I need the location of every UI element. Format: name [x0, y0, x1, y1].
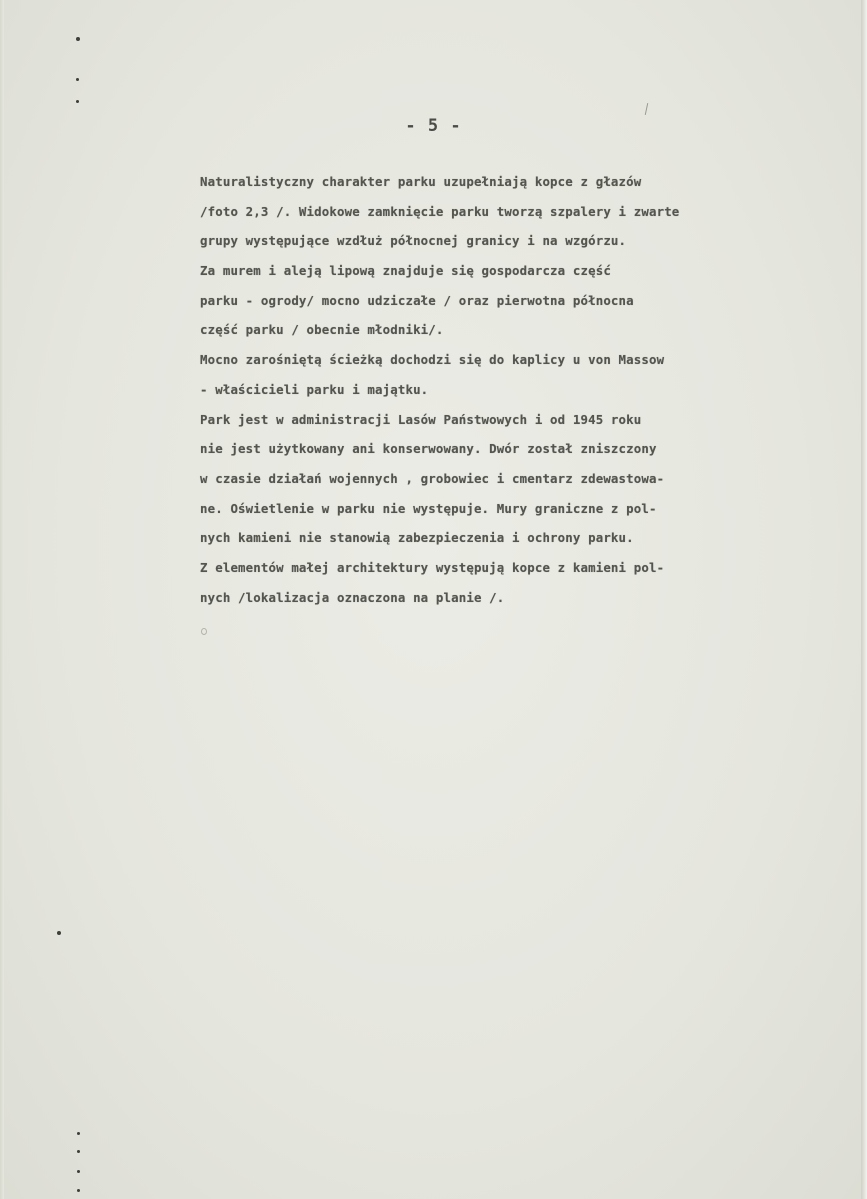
- page-right-edge: [861, 0, 867, 1199]
- margin-dot: [76, 78, 79, 81]
- text-line: - właścicieli parku i majątku.: [200, 381, 429, 397]
- margin-dot: [76, 100, 79, 103]
- page-left-edge: [0, 0, 4, 1199]
- text-line: parku - ogrody/ mocno udziczałe / oraz pierwotna północna: [200, 292, 634, 308]
- margin-dot: [57, 931, 61, 935]
- text-line: /foto 2,3 /. Widokowe zamknięcie parku tworzą szpalery i zwarte: [200, 203, 680, 219]
- text-line: Park jest w administracji Lasów Państwowych i od 1945 roku: [200, 411, 642, 427]
- margin-dot: [77, 1150, 80, 1153]
- text-line: nych /lokalizacja oznaczona na planie /.: [200, 589, 505, 605]
- margin-dot: [77, 1189, 80, 1192]
- text-line: Mocno zarośniętą ścieżką dochodzi się do kaplicy u von Massow: [200, 352, 665, 368]
- text-line: grupy występujące wzdłuż północnej granicy i na wzgórzu.: [200, 233, 627, 249]
- margin-dot: [77, 1132, 80, 1135]
- text-line: w czasie działań wojennych , grobowiec i cmentarz zdewastowa-: [200, 470, 665, 486]
- text-line: nych kamieni nie stanowią zabezpieczenia i ochrony parku.: [200, 530, 634, 546]
- text-line: Za murem i aleją lipową znajduje się gospodarcza część: [200, 263, 611, 279]
- text-line: Naturalistyczny charakter parku uzupełniają kopce z głazów: [200, 174, 642, 189]
- text-line: część parku / obecnie młodniki/.: [200, 322, 444, 338]
- pencil-tick: [645, 103, 648, 115]
- text-line: ne. Oświetlenie w parku nie występuje. Mury graniczne z pol-: [200, 500, 657, 516]
- margin-dot: [77, 1170, 80, 1173]
- text-line: nie jest użytkowany ani konserwowany. Dwór został zniszczony: [200, 441, 657, 457]
- typewritten-body: [200, 167, 850, 612]
- text-line: Z elementów małej architektury występują kopce z kamieni pol-: [200, 559, 665, 575]
- margin-dot: [76, 37, 80, 41]
- page-number: - 5 -: [405, 116, 462, 136]
- ink-smudge: [201, 628, 207, 635]
